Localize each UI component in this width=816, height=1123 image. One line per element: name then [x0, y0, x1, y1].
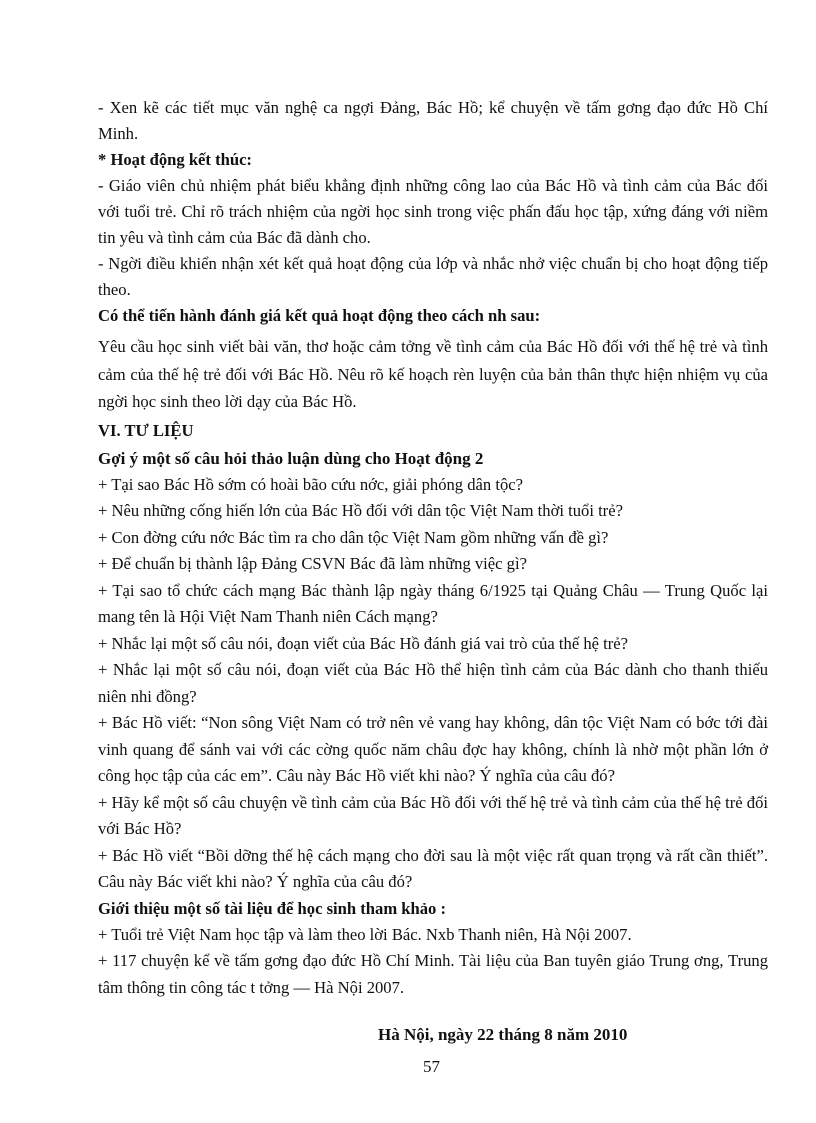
question-item: + Nhắc lại một số câu nói, đoạn viết của Bác Hồ đánh giá vai trò của thế hệ trẻ?: [98, 633, 629, 653]
reference-item: + 117 chuyện kể về tấm gơng đạo đức Hồ Chí Minh. Tài liệu của Ban tuyên giáo Trung ơng, Trung tâm thông tin công tác t tởng — Hà Nội 2007.: [98, 951, 768, 997]
reference-item: + Tuổi trẻ Việt Nam học tập và làm theo lời Bác. Nxb Thanh niên, Hà Nội 2007.: [98, 924, 632, 944]
heading-closing-activity: * Hoạt động kết thúc:: [98, 150, 252, 169]
page-number: 57: [423, 1057, 440, 1076]
paragraph-moderator: - Ngời điều khiển nhận xét kết quả hoạt động của lớp và nhắc nhở việc chuẩn bị cho hoạt động tiếp theo.: [98, 254, 768, 299]
paragraph-evaluation: Yêu cầu học sinh viết bài văn, thơ hoặc cảm tởng về tình cảm của Bác Hồ đối với thế hệ trẻ và tình cảm của thế hệ trẻ đối với Bác Hồ. Nêu rõ kế hoạch rèn luyện của bản thân thực hiện nhiệm vụ của ngời học sinh theo lời dạy của Bác Hồ.: [98, 337, 768, 411]
document-body: [98, 95, 768, 1001]
heading-evaluation: Có thể tiến hành đánh giá kết quả hoạt động theo cách nh sau:: [98, 306, 541, 325]
question-item: + Bác Hồ viết “Bồi dỡng thế hệ cách mạng cho đời sau là một việc rất quan trọng và rất cần thiết”. Câu này Bác viết khi nào? Ý nghĩa của câu đó?: [98, 845, 768, 891]
heading-references: Giới thiệu một số tài liệu để học sinh tham khảo :: [98, 898, 447, 918]
question-item: + Bác Hồ viết: “Non sông Việt Nam có trở nên vẻ vang hay không, dân tộc Việt Nam có bớc tới đài vinh quang để sánh vai với các cờng quốc năm châu đợc hay không, chính là nhờ một phần lớn ở công học tập của các em”. Câu này Bác Hồ viết khi nào? Ý nghĩa của câu đó?: [98, 713, 768, 785]
signature-date: Hà Nội, ngày 22 tháng 8 năm 2010: [378, 1025, 628, 1044]
section-heading-materials: VI. TƯ LIỆU: [98, 420, 194, 440]
question-item: + Hãy kể một số câu chuyện về tình cảm của Bác Hồ đối với thế hệ trẻ và tình cảm của thế hệ trẻ đối với Bác Hồ?: [98, 792, 768, 838]
question-item: + Nhắc lại một số câu nói, đoạn viết của Bác Hồ thể hiện tình cảm của Bác dành cho thanh thiếu niên nhi đồng?: [98, 660, 768, 706]
question-item: + Tại sao Bác Hồ sớm có hoài bão cứu nớc, giải phóng dân tộc?: [98, 474, 523, 494]
heading-discussion-questions: Gợi ý một số câu hỏi thảo luận dùng cho Hoạt động 2: [98, 448, 484, 468]
paragraph-performances: - Xen kẽ các tiết mục văn nghệ ca ngợi Đảng, Bác Hồ; kể chuyện về tấm gơng đạo đức Hồ Chí Minh.: [98, 98, 768, 143]
question-item: + Để chuẩn bị thành lập Đảng CSVN Bác đã làm những việc gì?: [98, 554, 527, 573]
question-item: + Tại sao tổ chức cách mạng Bác thành lập ngày tháng 6/1925 tại Quảng Châu — Trung Quốc lại mang tên là Hội Việt Nam Thanh niên Cách mạng?: [98, 580, 768, 626]
evaluation-block: [98, 333, 768, 416]
paragraph-teacher-speech: - Giáo viên chủ nhiệm phát biểu khẳng định những công lao của Bác Hồ và tình cảm của Bác đối với tuổi trẻ. Chỉ rõ trách nhiệm của ngời học sinh trong việc phấn đấu học tập, xứng đáng với niềm tin yêu và tình cảm của Bác đã dành cho.: [98, 176, 768, 247]
question-item: + Nêu những cống hiến lớn của Bác Hồ đối với dân tộc Việt Nam thời tuổi trẻ?: [98, 501, 623, 520]
question-item: + Con đờng cứu nớc Bác tìm ra cho dân tộc Việt Nam gồm những vấn đề gì?: [98, 527, 609, 547]
